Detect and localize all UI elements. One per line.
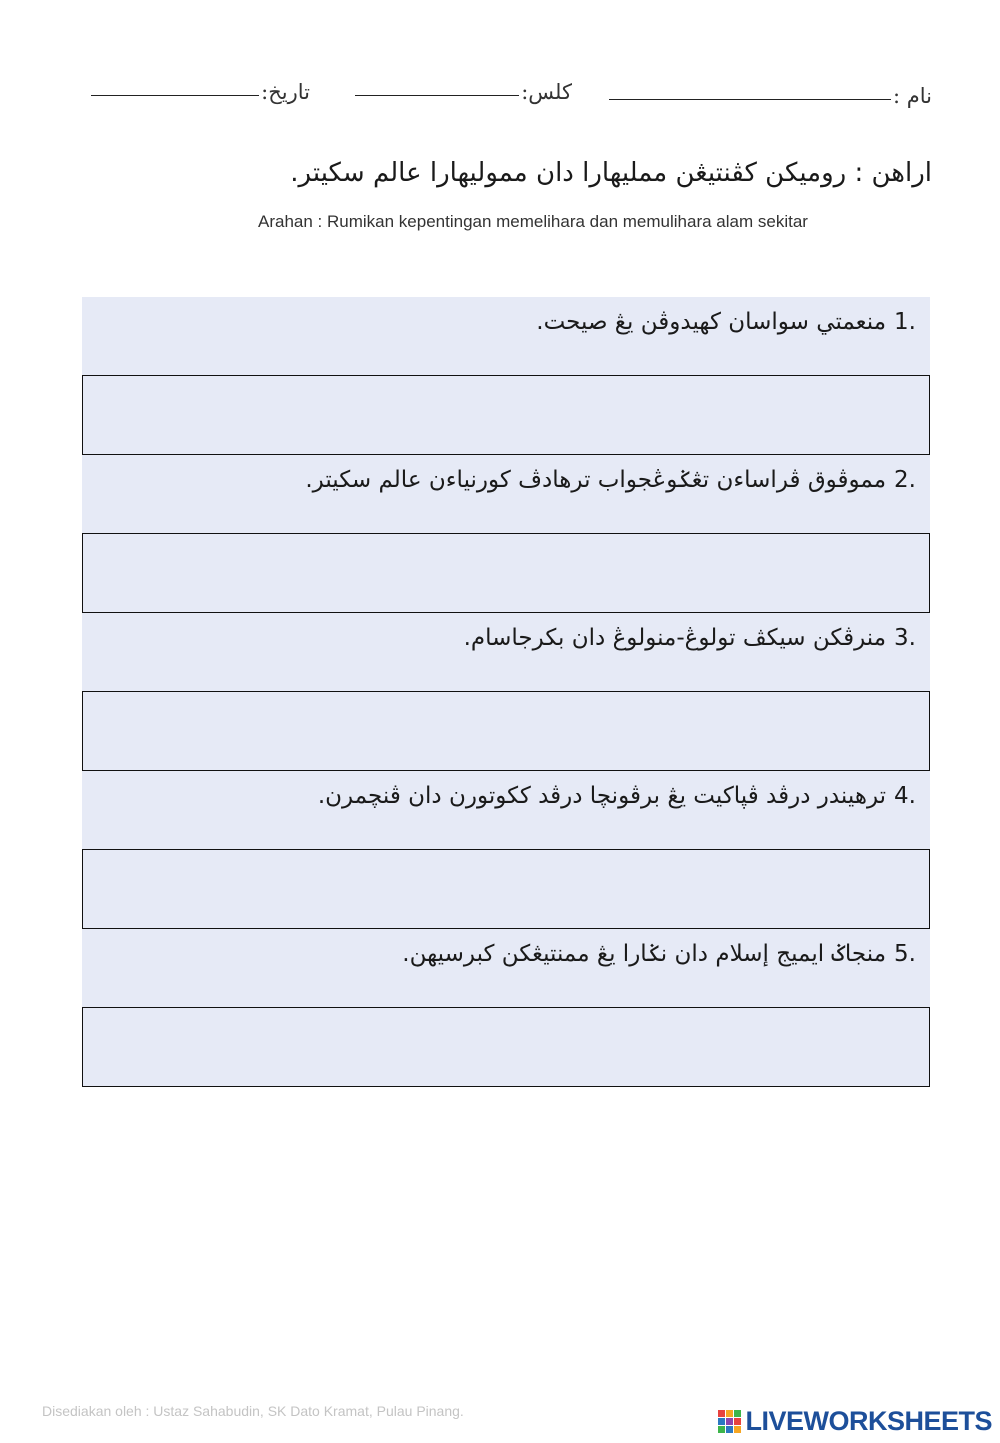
question-label: منجاݢ ايميج إسلام دان نݢارا يڠ ممنتيڠکن کبرسيهن. (402, 941, 887, 967)
logo-square (726, 1418, 733, 1425)
question-text (464, 625, 916, 651)
instruction-jawi: اراهن : روميکن کڤنتيڠن مملیهارا دان مموليهارا عالم سکيتر. (290, 158, 932, 188)
class-field (355, 80, 572, 104)
logo-square (726, 1426, 733, 1433)
class-line[interactable] (355, 94, 519, 96)
question-number: 3. (894, 625, 916, 651)
date-label: تاريخ: (261, 80, 310, 104)
question-text (305, 467, 916, 493)
question-number: 5. (894, 941, 916, 967)
logo-square (726, 1410, 733, 1417)
date-field (91, 80, 310, 104)
class-label: کلس: (521, 80, 572, 104)
name-line[interactable] (609, 98, 891, 100)
logo-square (718, 1418, 725, 1425)
brand-link[interactable] (718, 1406, 992, 1437)
footer-credit: Disediakan oleh : Ustaz Sahabudin, SK Dato Kramat, Pulau Pinang. (42, 1403, 464, 1419)
question-text (318, 783, 916, 809)
question-number: 2. (894, 467, 916, 493)
answer-input[interactable] (82, 1007, 930, 1087)
question-label: ترهيندر درڤد ڤڽاکيت يڠ برڤونچا درڤد ککوتورن دان ڤنچمرن. (317, 783, 887, 809)
logo-square (734, 1426, 741, 1433)
logo-square (718, 1410, 725, 1417)
question-text (402, 941, 916, 967)
question-item (82, 297, 930, 375)
brand-name: LIVEWORKSHEETS (745, 1406, 992, 1436)
question-label: مموڤوق ڤراساءن تڠݢوڠجواب ترهادڤ کورنياءن عالم سکيتر. (305, 467, 887, 493)
question-item (82, 929, 930, 1007)
logo-square (718, 1426, 725, 1433)
question-list (82, 297, 930, 1087)
question-item (82, 613, 930, 691)
answer-input[interactable] (82, 849, 930, 929)
question-number: 1. (894, 309, 916, 335)
answer-input[interactable] (82, 533, 930, 613)
student-info-row (0, 78, 1000, 128)
question-number: 4. (894, 783, 916, 809)
date-line[interactable] (91, 94, 259, 96)
question-item (82, 455, 930, 533)
liveworksheets-logo-icon (718, 1410, 741, 1433)
question-text (536, 309, 916, 335)
answer-input[interactable] (82, 691, 930, 771)
name-label: نام : (893, 84, 932, 108)
logo-square (734, 1410, 741, 1417)
name-field (609, 84, 932, 108)
instruction-rumi: Arahan : Rumikan kepentingan memelihara dan memulihara alam sekitar (258, 212, 808, 231)
answer-input[interactable] (82, 375, 930, 455)
question-label: منعمتي سواسان کهيدوڤن يڠ صيحت. (536, 309, 887, 335)
question-item (82, 771, 930, 849)
question-label: منرڤکن سيکڤ تولوڠ-منولوڠ دان بکرجاسام. (463, 625, 887, 651)
logo-square (734, 1418, 741, 1425)
